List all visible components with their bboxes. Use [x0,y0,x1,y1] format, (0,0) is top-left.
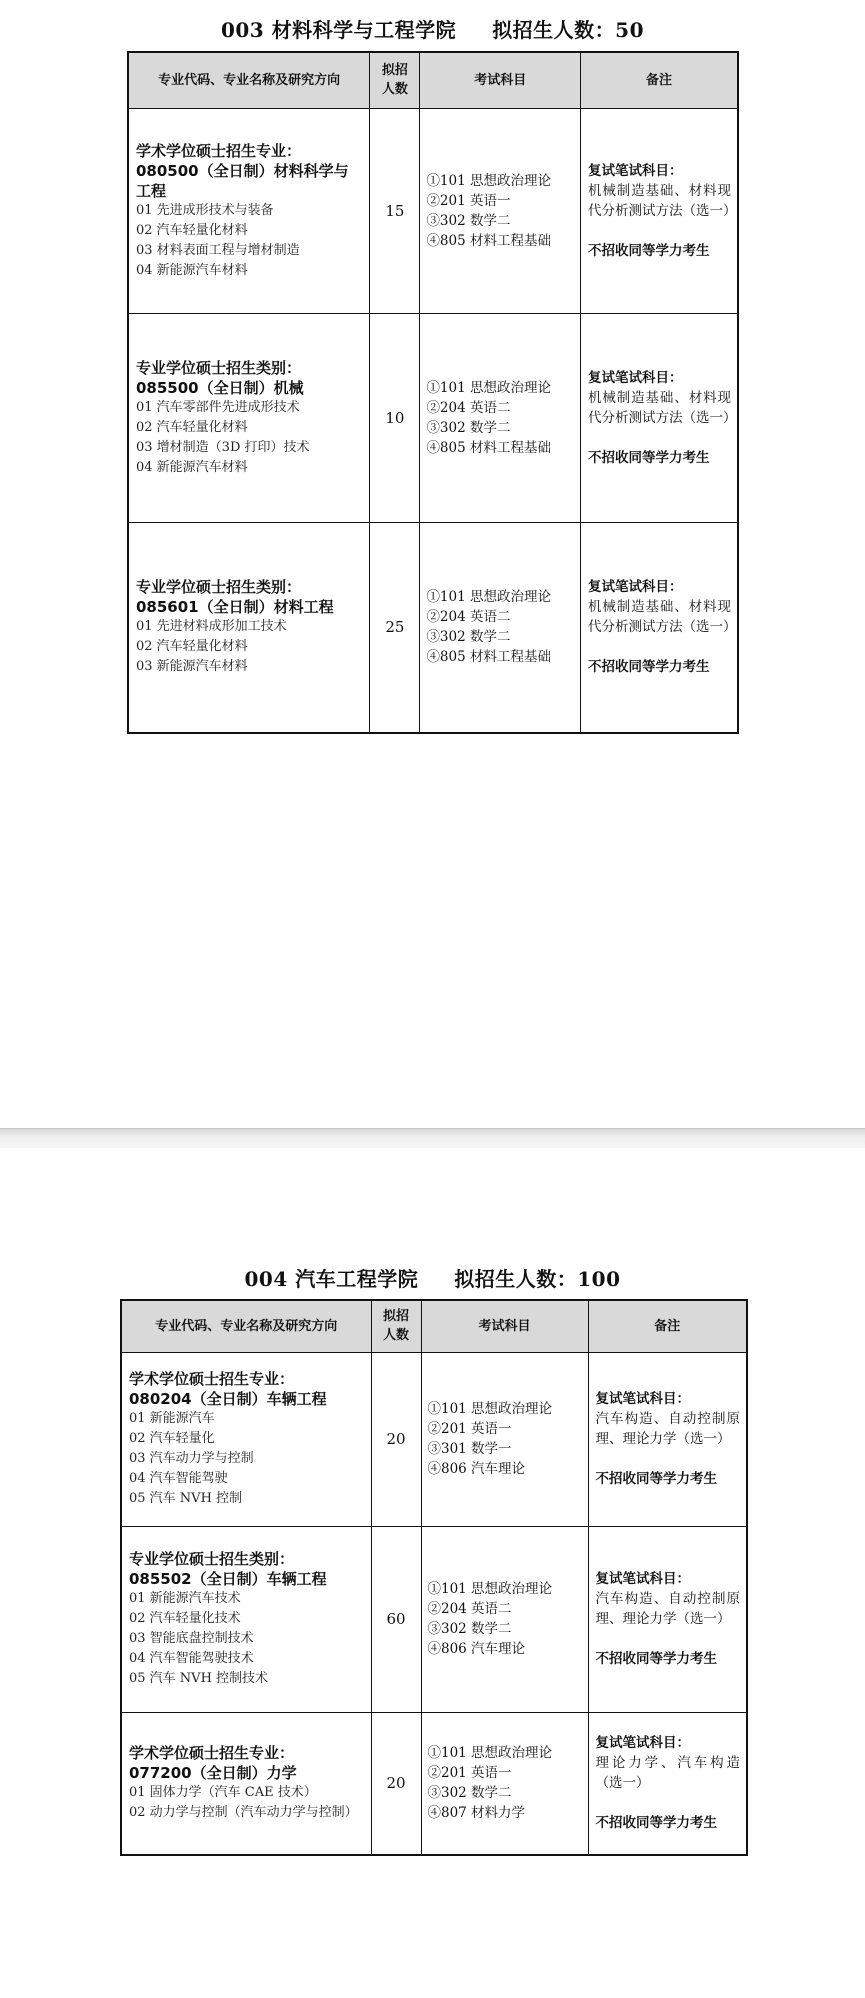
exam-subjects-cell [421,1352,588,1526]
exam-subject: ①101 思想政治理论 [427,1401,553,1417]
equivalent-applicants-note: 不招收同等学力考生 [595,1471,717,1487]
program-cell [128,522,370,733]
table-header-row [128,52,738,108]
quota-cell: 15 [370,108,420,313]
column-header-program: 专业代码、专业名称及研究方向 [121,1300,371,1352]
retest-heading: 复试笔试科目： [587,579,683,596]
notes-cell [588,1526,747,1712]
table-row [121,1712,747,1855]
table-row [121,1352,747,1526]
retest-subjects: 理论力学、汽车构造（选一） [595,1755,740,1792]
retest-subjects: 机械制造基础、材料现代分析测试方法（选一） [587,182,737,219]
research-direction: 02 汽车轻量化材料 [136,419,248,435]
program-category: 专业学位硕士招生类别： [129,1550,295,1568]
exam-subject: ③302 数学二 [426,212,511,229]
exam-subject: ④806 汽车理论 [427,1461,526,1477]
notes-cell [580,522,738,733]
equivalent-applicants-note: 不招收同等学力考生 [587,449,710,466]
exam-subject: ②204 英语二 [426,399,511,416]
exam-subject: ②201 英语一 [426,192,511,209]
document-page-2 [0,1148,865,1998]
exam-subjects-cell [420,313,581,522]
column-header-exams: 考试科目 [421,1300,588,1352]
program-name: 085601（全日制）材料工程 [136,598,334,617]
equivalent-applicants-note: 不招收同等学力考生 [587,659,710,676]
program-name: 077200（全日制）力学 [129,1764,297,1783]
exam-subject: ①101 思想政治理论 [426,589,551,606]
equivalent-applicants-note: 不招收同等学力考生 [595,1815,717,1832]
retest-heading: 复试笔试科目： [587,162,683,179]
section-code: 004 [244,1267,288,1291]
program-name: 085502（全日制）车辆工程 [129,1570,327,1588]
admissions-table [127,51,739,734]
column-header-exams: 考试科目 [420,52,581,108]
exam-subjects-cell [421,1526,588,1712]
notes-cell [580,313,738,522]
equivalent-applicants-note: 不招收同等学力考生 [587,242,710,259]
exam-subject: ②204 英语二 [426,609,511,626]
program-category: 学术学位硕士招生专业： [136,141,302,160]
table-row [128,522,738,733]
research-direction: 05 汽车 NVH 控制 [129,1491,243,1506]
notes-cell [588,1712,747,1855]
research-direction: 04 汽车智能驾驶 [129,1471,228,1486]
column-header-program: 专业代码、专业名称及研究方向 [128,52,370,108]
research-direction: 01 固体力学（汽车 CAE 技术） [129,1785,317,1801]
retest-subjects: 汽车构造、自动控制原理、理论力学（选一） [595,1411,740,1447]
college-name: 汽车工程学院 [295,1267,419,1291]
research-direction: 04 新能源汽车材料 [136,459,248,475]
quota-cell: 10 [370,313,420,522]
exam-subject: ③302 数学二 [426,629,511,646]
research-direction: 03 材料表面工程与增材制造 [136,242,300,258]
exam-subjects-cell [420,108,581,313]
exam-subject: ③302 数学二 [427,1785,512,1802]
research-direction: 02 汽车轻量化材料 [136,639,248,655]
exam-subject: ③301 数学一 [427,1441,512,1457]
planned-enrollment: 拟招生人数：100 [454,1267,621,1291]
research-direction: 03 智能底盘控制技术 [129,1631,254,1646]
research-direction: 01 先进材料成形加工技术 [136,619,287,635]
exam-subject: ②204 英语二 [427,1601,512,1617]
exam-subject: ③302 数学二 [427,1621,512,1637]
program-cell [121,1712,371,1855]
table-row [128,313,738,522]
exam-subject: ④805 材料工程基础 [426,649,551,666]
column-header-notes: 备注 [588,1300,747,1352]
quota-cell: 20 [371,1712,421,1855]
exam-subject: ②201 英语一 [427,1765,512,1782]
research-direction: 02 汽车轻量化材料 [136,222,248,238]
exam-subject: ①101 思想政治理论 [427,1581,553,1597]
equivalent-applicants-note: 不招收同等学力考生 [595,1651,717,1667]
research-direction: 01 新能源汽车 [129,1411,215,1426]
notes-cell [588,1352,747,1526]
program-name: 085500（全日制）机械 [136,378,304,397]
table-header-row [121,1300,747,1352]
research-direction: 05 汽车 NVH 控制技术 [129,1671,269,1686]
college-name: 材料科学与工程学院 [271,18,457,42]
exam-subject: ③302 数学二 [426,419,511,436]
exam-subject: ②201 英语一 [427,1421,512,1437]
admissions-table [120,1299,748,1856]
program-category: 专业学位硕士招生类别： [136,358,302,377]
exam-subject: ④805 材料工程基础 [426,232,551,249]
retest-subjects: 机械制造基础、材料现代分析测试方法（选一） [587,599,737,636]
table-row [128,108,738,313]
exam-subject: ④806 汽车理论 [427,1641,526,1657]
retest-heading: 复试笔试科目： [595,1571,690,1587]
research-direction: 04 新能源汽车材料 [136,262,248,278]
exam-subjects-cell [421,1712,588,1855]
quota-cell: 25 [370,522,420,733]
program-cell [121,1352,371,1526]
program-category: 专业学位硕士招生类别： [136,578,302,597]
column-header-quota: 拟招 人数 [370,52,420,108]
research-direction: 03 汽车动力学与控制 [129,1451,254,1466]
retest-heading: 复试笔试科目： [595,1735,690,1752]
program-cell [128,313,370,522]
column-header-notes: 备注 [580,52,738,108]
program-name: 080204（全日制）车辆工程 [129,1390,327,1408]
retest-subjects: 汽车构造、自动控制原理、理论力学（选一） [595,1591,740,1627]
planned-enrollment: 拟招生人数：50 [492,18,645,42]
program-name: 080500（全日制）材料科学与工程 [136,161,349,200]
program-category: 学术学位硕士招生专业： [129,1744,295,1763]
research-direction: 03 增材制造（3D 打印）技术 [136,439,310,455]
exam-subject: ①101 思想政治理论 [426,379,551,396]
retest-heading: 复试笔试科目： [595,1391,690,1407]
retest-subjects: 机械制造基础、材料现代分析测试方法（选一） [587,389,737,426]
research-direction: 02 动力学与控制（汽车动力学与控制） [129,1805,358,1821]
table-row [121,1526,747,1712]
section-title [0,14,865,43]
research-direction: 04 汽车智能驾驶技术 [129,1651,254,1666]
program-category: 学术学位硕士招生专业： [129,1370,295,1388]
exam-subject: ④805 材料工程基础 [426,439,551,456]
program-cell [128,108,370,313]
retest-heading: 复试笔试科目： [587,369,683,386]
page-separator [0,1128,865,1150]
exam-subject: ①101 思想政治理论 [426,172,551,189]
research-direction: 02 汽车轻量化 [129,1431,215,1446]
column-header-quota: 拟招 人数 [371,1300,421,1352]
section-title [0,1263,865,1292]
research-direction: 03 新能源汽车材料 [136,659,248,675]
quota-cell: 20 [371,1352,421,1526]
exam-subject: ①101 思想政治理论 [427,1745,553,1762]
section-code: 003 [220,18,265,42]
research-direction: 02 汽车轻量化技术 [129,1611,241,1626]
notes-cell [580,108,738,313]
research-direction: 01 汽车零部件先进成形技术 [136,399,300,415]
research-direction: 01 先进成形技术与装备 [136,202,274,218]
exam-subject: ④807 材料力学 [427,1805,526,1822]
research-direction: 01 新能源汽车技术 [129,1591,241,1606]
quota-cell: 60 [371,1526,421,1712]
exam-subjects-cell [420,522,581,733]
program-cell [121,1526,371,1712]
